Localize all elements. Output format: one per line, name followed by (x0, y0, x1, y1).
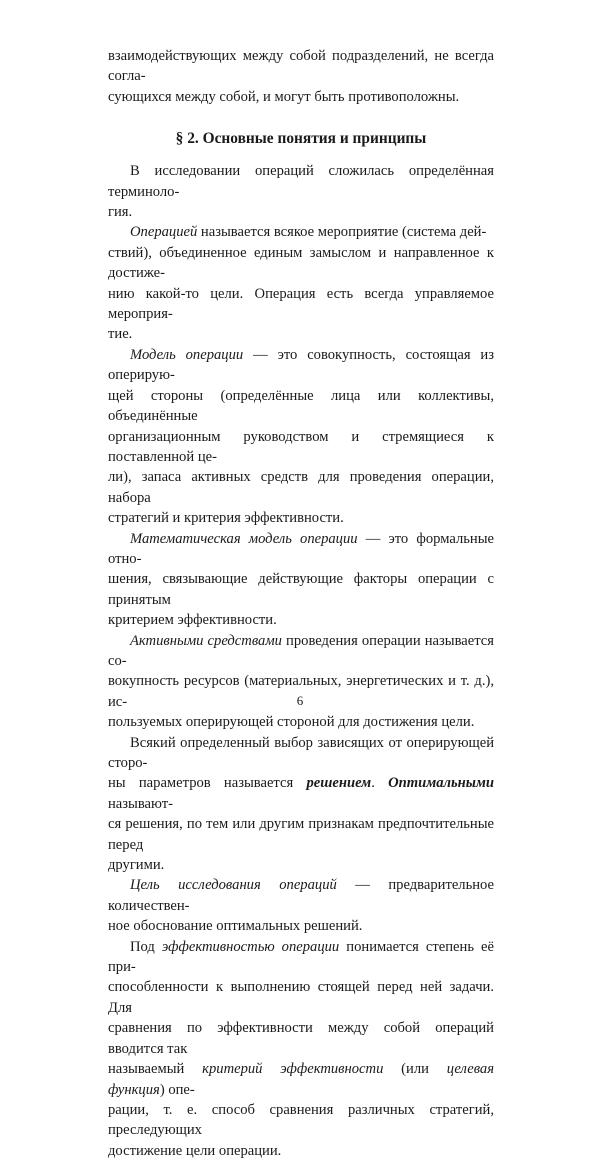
p5-line-1: проведения операции называется со- (108, 632, 494, 669)
p2-line-3: нию какой-то цели. Операция есть всегда управляемое мероприя- (108, 285, 494, 323)
p3-line-1: — это совокупность, состоящая из оперирую- (108, 346, 494, 384)
term-optimal: Оптимальными (388, 775, 495, 792)
p8-line-2: способленности к выполнению стоящей перед ней задачи. Для (108, 979, 494, 1016)
p1-line-2: гия. (108, 204, 133, 221)
paragraph-operation-model (108, 345, 494, 529)
p2-line-4: тие. (108, 326, 133, 343)
p6-line-2c: называют- (108, 795, 173, 812)
paragraph-decision (108, 733, 494, 876)
p8-line-5: рации, т. е. способ сравнения различных стратегий, преследующих (108, 1101, 494, 1139)
term-objective-function: целевая функция (108, 1061, 495, 1098)
intro-line-2: сующихся между собой, и могут быть противоположны. (108, 88, 460, 105)
paragraph-operation (108, 222, 494, 344)
p8-line-1a: Под (130, 938, 162, 955)
p5-line-3: пользуемых оперирующей стороной для достижения цели. (108, 714, 475, 731)
p8-line-4c: ) опе- (159, 1081, 195, 1098)
p1-line-1: В исследовании операций сложилась определённая терминоло- (108, 163, 494, 200)
paragraph-active-means (108, 631, 494, 733)
intro-paragraph (108, 46, 494, 107)
term-effectiveness: эффективностью операции (161, 938, 340, 955)
paragraph-effectiveness (108, 937, 494, 1161)
p6-line-3: ся решения, по тем или другим признакам предпочтительные перед (108, 816, 494, 853)
term-research-goal: Цель исследования операций (130, 877, 337, 894)
p4-line-3: критерием эффективности. (108, 612, 277, 629)
paragraph-terminology (108, 161, 494, 222)
term-decision: решением (306, 775, 372, 792)
p8-line-3: сравнения по эффективности между собой операций вводится так (108, 1020, 494, 1057)
p3-line-2: щей стороны (определённые лица или коллективы, объединённые (108, 387, 494, 425)
term-math-model: Математическая модель операции (130, 530, 358, 547)
p2-line-1: называется всякое мероприятие (система дей- (197, 224, 487, 241)
p4-line-2: шения, связывающие действующие факторы операции с принятым (108, 571, 494, 608)
p4-line-1: — это формальные отно- (108, 530, 494, 567)
paragraph-math-model (108, 529, 494, 631)
paragraph-research-goal (108, 875, 494, 936)
term-operation-model: Модель операции (130, 346, 244, 363)
p8-line-6: достижение цели операции. (108, 1142, 282, 1159)
term-active-means: Активными средствами (130, 632, 282, 649)
p8-line-4a: называемый (108, 1061, 203, 1078)
p3-line-3: организационным руководством и стремящиеся к поставленной це- (108, 428, 494, 465)
p7-line-2: ное обоснование оптимальных решений. (108, 918, 363, 935)
p3-line-5: стратегий и критерия эффективности. (108, 510, 344, 527)
page-number: 6 (296, 693, 304, 708)
p8-line-4b: (или (383, 1061, 447, 1078)
intro-line-1: взаимодействующих между собой подразделений, не всегда согла- (108, 48, 494, 85)
p2-line-2: ствий), объединенное единым замыслом и направленное к достиже- (108, 244, 494, 282)
document-page (108, 46, 494, 1161)
p7-line-1: — предварительное количествен- (108, 877, 494, 914)
p8-line-1b: понимается степень её при- (108, 938, 494, 976)
section-heading: § 2. Основные понятия и принципы (175, 130, 427, 148)
term-effectiveness-criterion: критерий эффективности (202, 1061, 384, 1078)
p6-line-1: Всякий определенный выбор зависящих от оперирующей сторо- (108, 734, 494, 771)
p5-line-2: вокупность ресурсов (материальных, энергетических и т. д.), ис- (108, 673, 494, 710)
term-operation: Операцией (130, 224, 198, 241)
p3-line-4: ли), запаса активных средств для проведения операции, набора (108, 469, 494, 506)
p6-line-2b: . (371, 775, 389, 792)
p6-line-2a: ны параметров называется (108, 775, 307, 792)
p6-line-4: другими. (108, 857, 165, 874)
